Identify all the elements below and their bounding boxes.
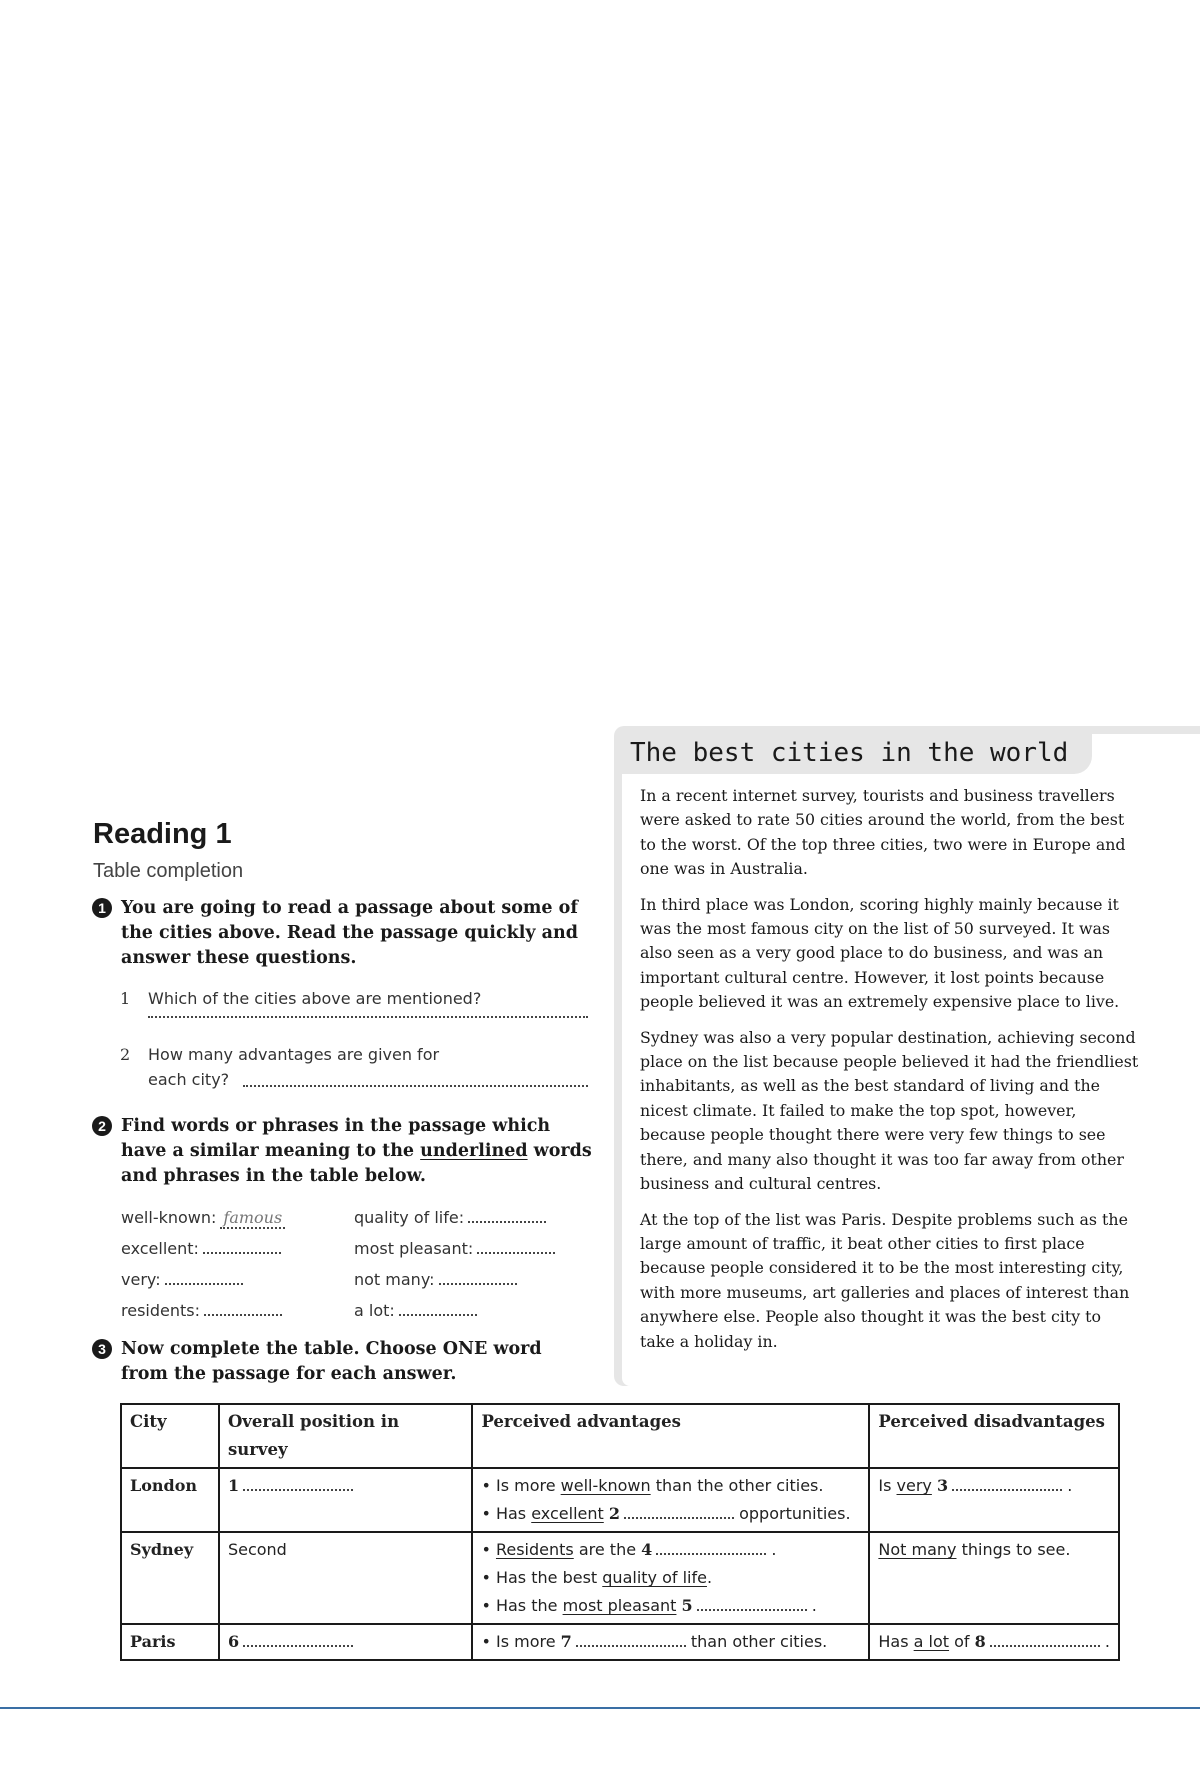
passage-paragraph-4: At the top of the list was Paris. Despite problems such as the large amount of traffic, it beat other cities to first place because people considered it to be the most interesting city, with more museums, art galleries and places of interest than anywhere else. People also thought it was the best city to take a holiday in. [640, 1209, 1130, 1351]
cell-disadvantages: Has a lot of 8 . [869, 1624, 1119, 1660]
passage-text [640, 784, 1140, 1365]
question-2-text: Find words or phrases in the passage which have a similar meaning to the [121, 1116, 551, 1161]
vocab-very [121, 1270, 243, 1289]
underlined-phrase: excellent [531, 1504, 604, 1523]
page-title: Reading 1 [93, 818, 232, 850]
item-text-cont: each city? [148, 1070, 230, 1089]
section-subtitle: Table completion [93, 860, 244, 882]
underlined-word: underlined [420, 1141, 528, 1161]
question-3 [92, 1337, 592, 1387]
vocab-excellent [121, 1239, 281, 1258]
answer-blank[interactable] [576, 1632, 686, 1647]
question-2 [92, 1114, 592, 1189]
advantage-item: • Is more well-known than the other cities. [481, 1476, 824, 1495]
vocab-quality-of-life [354, 1208, 546, 1227]
vocab-a-lot [354, 1301, 477, 1320]
question-3-text: Now complete the table. Choose ONE word from the passage for each answer. [121, 1339, 542, 1384]
cell-advantages [472, 1468, 869, 1532]
underlined-phrase: Not many [878, 1540, 957, 1559]
question-number-badge: 2 [92, 1116, 112, 1136]
cell-disadvantages: Not many things to see. [869, 1532, 1119, 1624]
answer-blank[interactable] [990, 1632, 1100, 1647]
cell-city: Paris [121, 1624, 219, 1660]
header-city: City [121, 1404, 219, 1468]
advantage-item: • Has excellent 2 opportunities. [481, 1504, 851, 1523]
answer-blank[interactable] [243, 1632, 353, 1647]
answer-blank[interactable] [204, 1301, 282, 1316]
answer-blank[interactable] [468, 1208, 546, 1223]
vocab-label: most pleasant: [354, 1239, 474, 1258]
vocab-most-pleasant [354, 1239, 555, 1258]
header-disadvantages: Perceived disadvantages [869, 1404, 1119, 1468]
header-advantages: Perceived advantages [472, 1404, 869, 1468]
answer-blank[interactable] [477, 1239, 555, 1254]
answer-blank[interactable] [203, 1239, 281, 1254]
passage-box [614, 726, 1200, 1386]
underlined-phrase: well-known [560, 1476, 651, 1495]
table-row-sydney [121, 1532, 1119, 1624]
advantage-item: • Has the best quality of life. [481, 1568, 713, 1587]
cell-city: Sydney [121, 1532, 219, 1624]
vocab-label: not many: [354, 1270, 435, 1289]
blank-number: 7 [560, 1632, 572, 1651]
answer-blank[interactable] [697, 1596, 807, 1611]
cell-advantages [472, 1532, 869, 1624]
item-text: Which of the cities above are mentioned? [148, 989, 482, 1008]
passage-paragraph-1: In a recent internet survey, tourists and business travellers were asked to rate 50 cities around the world, from the best to the worst. Of the top three cities, two were in Europe and one was in Australia. [640, 786, 1126, 879]
answer-blank[interactable] [952, 1476, 1062, 1491]
vocab-label: very: [121, 1270, 161, 1289]
answer-line[interactable] [243, 1085, 588, 1087]
item-number: 2 [120, 1045, 131, 1064]
answer-blank[interactable] [656, 1540, 766, 1555]
passage-panel [622, 734, 1200, 1386]
blank-number: 3 [936, 1476, 949, 1495]
underlined-phrase: very [896, 1476, 932, 1495]
example-answer: famous [220, 1208, 285, 1229]
advantage-item: • Has the most pleasant 5 . [481, 1596, 817, 1615]
question-1-text: You are going to read a passage about some of the cities above. Read the passage quickly and answer these questions. [121, 898, 578, 968]
table-row-paris [121, 1624, 1119, 1660]
cell-advantages [472, 1624, 869, 1660]
vocab-label: quality of life: [354, 1208, 465, 1227]
footer-divider [0, 1707, 1200, 1709]
answer-line[interactable] [148, 1016, 588, 1018]
vocab-not-many [354, 1270, 517, 1289]
blank-number: 2 [608, 1504, 621, 1523]
cell-disadvantages: Is very 3 . [869, 1468, 1119, 1532]
advantage-item: • Residents are the 4 . [481, 1540, 777, 1559]
vocab-residents [121, 1301, 282, 1320]
vocab-label: residents: [121, 1301, 200, 1320]
passage-title: The best cities in the world [630, 738, 1069, 768]
passage-paragraph-3: Sydney was also a very popular destination, achieving second place on the list because people believed it had the friendliest inhabitants, as well as the best standard of living and the nicest climate. It failed to make the top spot, however, because people thought there were very few things to see there, and many also thought it was too far away from other business and cultural centres. [640, 1027, 1139, 1194]
blank-number: 4 [641, 1540, 653, 1559]
item-text: How many advantages are given for [148, 1045, 440, 1064]
question-2-text-end: words and phrases in the table below. [121, 1141, 592, 1186]
question-number-badge: 3 [92, 1339, 112, 1359]
answer-blank[interactable] [624, 1504, 734, 1519]
answer-blank[interactable] [243, 1476, 353, 1491]
answer-blank[interactable] [439, 1270, 517, 1285]
blank-number: 6 [227, 1632, 240, 1651]
underlined-phrase: quality of life [602, 1568, 707, 1587]
advantage-item: • Is more 7 than other cities. [481, 1632, 828, 1651]
cell-position [219, 1624, 473, 1660]
table-header-row [121, 1404, 1119, 1468]
vocab-well-known [121, 1208, 285, 1227]
vocab-label: well-known: [121, 1208, 217, 1227]
answer-blank[interactable] [165, 1270, 243, 1285]
table-row-london [121, 1468, 1119, 1532]
underlined-phrase: most pleasant [562, 1596, 677, 1615]
blank-number: 5 [681, 1596, 693, 1615]
cell-position: Second [219, 1532, 473, 1624]
question-1 [92, 896, 592, 971]
passage-title-tab [622, 734, 1092, 774]
header-position: Overall position in survey [219, 1404, 473, 1468]
answer-blank[interactable] [399, 1301, 477, 1316]
completion-table [120, 1403, 1120, 1661]
underlined-phrase: a lot [913, 1632, 950, 1651]
blank-number: 1 [227, 1476, 240, 1495]
underlined-phrase: Residents [495, 1540, 574, 1559]
vocab-label: excellent: [121, 1239, 199, 1258]
cell-city: London [121, 1468, 219, 1532]
vocab-label: a lot: [354, 1301, 395, 1320]
cell-position [219, 1468, 473, 1532]
passage-paragraph-2: In third place was London, scoring highly mainly because it was the most famous city on the list of 50 surveyed. It was also seen as a very good place to do business, and was an important cultural centre. However, it lost points because people believed it was an extremely expensive place to live. [640, 894, 1120, 1012]
question-number-badge: 1 [92, 898, 112, 918]
question-1-item-1 [120, 986, 590, 1011]
blank-number: 8 [974, 1632, 986, 1651]
item-number: 1 [120, 989, 131, 1008]
